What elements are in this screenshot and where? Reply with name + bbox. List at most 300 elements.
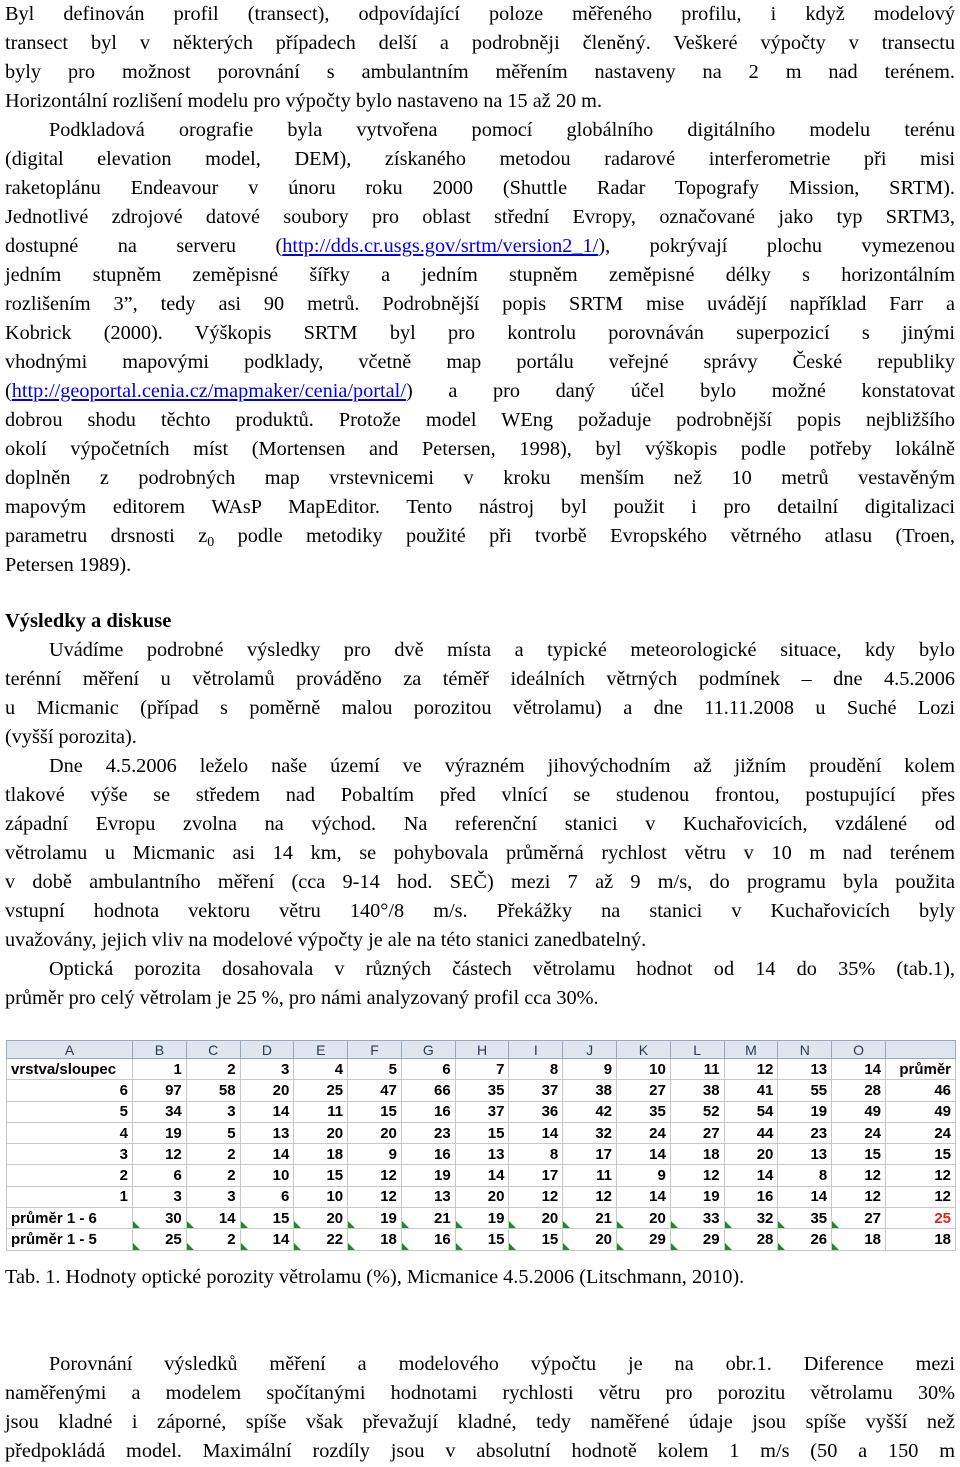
cell-value: 8 [818, 1167, 828, 1185]
table-cell[interactable] [509, 1229, 563, 1250]
formula-warning-marker [294, 1243, 301, 1250]
text-line-with-link [5, 377, 955, 406]
text-line: Dne 4.5.2006 leželo naše území ve výrazném jihovýchodním až jižním proudění kolem [49, 755, 955, 777]
table-cell[interactable] [778, 1186, 832, 1207]
header-column-number[interactable]: 10 [617, 1059, 671, 1080]
text-line: (vyšší porozita). [5, 726, 137, 748]
table-cell[interactable] [670, 1101, 724, 1122]
table-cell[interactable] [455, 1122, 509, 1143]
table-cell[interactable] [617, 1144, 671, 1165]
cell-value: 6 [173, 1167, 182, 1185]
cell-value: 29 [702, 1231, 720, 1249]
table-cell[interactable] [133, 1186, 187, 1207]
cell-value: 3 [227, 1188, 236, 1206]
table-cell[interactable] [133, 1080, 187, 1101]
formula-warning-marker [402, 1243, 409, 1250]
table-cell[interactable] [563, 1122, 617, 1143]
cell-value: 16 [434, 1103, 451, 1121]
column-letter-B[interactable]: B [133, 1041, 187, 1059]
cell-value: 20 [272, 1081, 290, 1099]
formula-warning-marker [294, 1221, 301, 1228]
cell-value: 20 [326, 1124, 344, 1142]
formula-warning-marker [348, 1243, 355, 1250]
table-cell[interactable] [240, 1144, 294, 1165]
cell-value: 20 [756, 1145, 774, 1163]
cell-value: 10 [326, 1188, 344, 1206]
table-cell[interactable] [778, 1208, 832, 1229]
cell-value: 13 [434, 1188, 451, 1206]
text-line: Porovnání výsledků měření a modelového výpočtu je na obr.1. Diference mezi [49, 1353, 955, 1375]
text-line: (digital elevation model, DEM), získaného metodou radarové interferometrie při misi [5, 148, 955, 170]
text-line: průměr pro celý větrolam je 25 %, pro námi analyzovaný profil cca 30%. [5, 987, 599, 1009]
column-letter-D[interactable]: D [240, 1041, 294, 1059]
text-line: byly pro možnost porovnání s ambulantním měřením nastaveny na 2 m nad terénem. [5, 61, 955, 83]
table-cell[interactable] [617, 1101, 671, 1122]
cell-value: 15 [380, 1103, 397, 1121]
formula-warning-marker [133, 1221, 140, 1228]
table-cell[interactable] [455, 1080, 509, 1101]
formula-warning-marker [241, 1221, 248, 1228]
header-column-number[interactable]: 5 [348, 1059, 402, 1080]
cell-value: 15 [541, 1231, 559, 1249]
cell-value: 20 [541, 1209, 559, 1227]
formula-warning-marker [348, 1221, 355, 1228]
table-cell[interactable] [455, 1101, 509, 1122]
table-cell[interactable] [133, 1144, 187, 1165]
row-mean[interactable]: 24 [886, 1122, 956, 1143]
column-letter-L[interactable]: L [670, 1041, 724, 1059]
table-cell[interactable] [778, 1165, 832, 1186]
column-letter-G[interactable]: G [401, 1041, 455, 1059]
text-line: raketoplánu Endeavour v únoru roku 2000 (Shuttle Radar Topografy Mission, SRTM). [5, 177, 955, 199]
formula-warning-marker [671, 1221, 678, 1228]
table-cell[interactable] [294, 1208, 348, 1229]
table-cell[interactable] [186, 1186, 240, 1207]
cell-value: 27 [864, 1209, 881, 1227]
cell-value: 97 [165, 1081, 182, 1099]
table-cell[interactable] [563, 1080, 617, 1101]
column-letter-H[interactable]: H [455, 1041, 509, 1059]
table-cell[interactable] [724, 1186, 778, 1207]
row-label[interactable]: 3 [7, 1144, 133, 1165]
header-column-number[interactable]: 6 [401, 1059, 455, 1080]
cell-value: 18 [702, 1145, 720, 1163]
table-cell[interactable] [133, 1208, 187, 1229]
text-line: Kobrick (2000). Výškopis SRTM byl pro kontrolu porovnáván superpozicí s jinými [5, 322, 955, 344]
header-mean[interactable]: průměr [886, 1059, 956, 1080]
table-cell[interactable] [509, 1101, 563, 1122]
text-line: Podkladová orografie byla vytvořena pomocí globálního digitálního modelu terénu [49, 119, 955, 141]
cell-value: 38 [595, 1081, 613, 1099]
table-cell[interactable] [348, 1229, 402, 1250]
cell-value: 12 [165, 1145, 182, 1163]
srtm-server-link[interactable]: http://dds.cr.usgs.gov/srtm/version2_1/ [282, 235, 599, 257]
cell-value: 9 [388, 1145, 397, 1163]
table-cell[interactable] [724, 1165, 778, 1186]
text-line: předpokládá model. Maximální rozdíly jsou v absolutní hodnotě kolem 1 m/s (50 a 150 m [5, 1440, 955, 1462]
table-cell[interactable] [832, 1144, 886, 1165]
formula-warning-marker [617, 1243, 624, 1250]
text-segment: parametru drsnosti z [5, 525, 208, 547]
table-cell[interactable] [455, 1208, 509, 1229]
cell-value: 13 [810, 1145, 828, 1163]
header-column-number[interactable]: 8 [509, 1059, 563, 1080]
table-cell[interactable] [294, 1229, 348, 1250]
text-line: rozlišením 3”, tedy asi 90 metrů. Podrobnější popis SRTM mise uvádějí například Farr a [5, 293, 955, 315]
cell-value: 19 [702, 1188, 720, 1206]
header-column-number[interactable]: 11 [670, 1059, 724, 1080]
cell-value: 2 [227, 1145, 236, 1163]
table-cell[interactable] [348, 1101, 402, 1122]
cell-value: 12 [864, 1167, 881, 1185]
cell-value: 19 [487, 1209, 505, 1227]
row-mean[interactable]: 15 [886, 1144, 956, 1165]
table-cell[interactable] [670, 1229, 724, 1250]
table-cell[interactable] [778, 1229, 832, 1250]
table-cell[interactable] [563, 1165, 617, 1186]
table-header-row [7, 1059, 956, 1080]
header-column-number[interactable]: 1 [133, 1059, 187, 1080]
table-cell[interactable] [186, 1080, 240, 1101]
table-cell[interactable] [294, 1122, 348, 1143]
text-line: terénní měření u větrolamů prováděno za téměř ideálních větrných podmínek – dne 4.5.2006 [5, 668, 955, 690]
cell-value: 14 [218, 1209, 236, 1227]
header-column-number[interactable]: 9 [563, 1059, 617, 1080]
text-line: naměřenými a modelem spočítanými hodnotami rychlosti větru pro porozitu větrolamu 30% [5, 1382, 955, 1404]
table-cell[interactable] [401, 1208, 455, 1229]
cell-value: 26 [810, 1231, 828, 1249]
cell-value: 37 [541, 1081, 559, 1099]
table-cell[interactable] [724, 1144, 778, 1165]
table-cell[interactable] [133, 1122, 187, 1143]
cell-value: 23 [434, 1124, 451, 1142]
table-row [7, 1165, 956, 1186]
cell-value: 12 [702, 1167, 720, 1185]
table-row [7, 1080, 956, 1101]
cell-value: 18 [864, 1231, 881, 1249]
table-cell[interactable] [778, 1122, 832, 1143]
table-cell[interactable] [563, 1208, 617, 1229]
table-cell[interactable] [724, 1122, 778, 1143]
cell-value: 14 [541, 1124, 559, 1142]
row-mean[interactable]: 12 [886, 1186, 956, 1207]
text-line: uvažovány, jejich vliv na modelové výpočty je ale na této stanici zanedbatelný. [5, 929, 647, 951]
text-line: západní Evropu zvolna na východ. Na referenční stanici v Kuchařovicích, vzdálené od [5, 813, 955, 835]
table-cell[interactable] [670, 1186, 724, 1207]
table-cell[interactable] [240, 1122, 294, 1143]
table-cell[interactable] [617, 1208, 671, 1229]
table-cell[interactable] [240, 1101, 294, 1122]
table-cell[interactable] [401, 1080, 455, 1101]
cell-value: 14 [272, 1145, 290, 1163]
table-cell[interactable] [186, 1229, 240, 1250]
cell-value: 16 [434, 1231, 451, 1249]
table-cell[interactable] [724, 1229, 778, 1250]
cell-value: 2 [227, 1231, 236, 1249]
text-line: jsou kladné i záporné, spíše však převažují kladné, tedy naměřené údaje jsou spíše vyšší než [5, 1411, 955, 1433]
table-cell[interactable] [563, 1229, 617, 1250]
table-cell[interactable] [401, 1144, 455, 1165]
table-cell[interactable] [348, 1208, 402, 1229]
row-mean[interactable]: 12 [886, 1165, 956, 1186]
table-cell[interactable] [617, 1186, 671, 1207]
header-column-number[interactable]: 3 [240, 1059, 294, 1080]
row-label[interactable]: 5 [7, 1101, 133, 1122]
table-cell[interactable] [455, 1229, 509, 1250]
cell-value: 55 [810, 1081, 828, 1099]
cell-value: 30 [165, 1209, 182, 1227]
table-cell[interactable] [509, 1186, 563, 1207]
formula-warning-marker [402, 1221, 409, 1228]
text-line: tlakové výše se středem nad Pobaltím před vlnící se studenou frontou, postupující přes [5, 784, 955, 806]
column-letter-N[interactable]: N [778, 1041, 832, 1059]
table-row [7, 1122, 956, 1143]
row-label[interactable]: průměr 1 - 6 [7, 1208, 133, 1229]
table-cell[interactable] [617, 1165, 671, 1186]
cell-value: 13 [487, 1145, 505, 1163]
porosity-table [6, 1040, 956, 1251]
column-letter-K[interactable]: K [617, 1041, 671, 1059]
table-cell[interactable] [832, 1080, 886, 1101]
row-mean[interactable]: 49 [886, 1101, 956, 1122]
cell-value: 52 [702, 1103, 720, 1121]
table-cell[interactable] [240, 1186, 294, 1207]
formula-warning-marker [671, 1243, 678, 1250]
table-cell[interactable] [778, 1101, 832, 1122]
table-cell[interactable] [617, 1122, 671, 1143]
table-cell[interactable] [240, 1165, 294, 1186]
table-cell[interactable] [294, 1165, 348, 1186]
table-caption: Tab. 1. Hodnoty optické porozity větrolamu (%), Micmanice 4.5.2006 (Litschmann, 2010). [5, 1266, 745, 1288]
table-row [7, 1101, 956, 1122]
column-letter-I[interactable]: I [509, 1041, 563, 1059]
table-cell[interactable] [509, 1165, 563, 1186]
geoportal-link[interactable]: http://geoportal.cenia.cz/mapmaker/cenia/portal/ [11, 380, 406, 402]
table-cell[interactable] [563, 1101, 617, 1122]
text-segment: ), pokrývají plochu vymezenou [598, 235, 956, 257]
cell-value: 17 [541, 1167, 559, 1185]
column-letter-M[interactable]: M [724, 1041, 778, 1059]
table-cell[interactable] [670, 1208, 724, 1229]
table-cell[interactable] [186, 1122, 240, 1143]
table-cell[interactable] [186, 1165, 240, 1186]
row-mean[interactable]: 46 [886, 1080, 956, 1101]
row-label[interactable]: 4 [7, 1122, 133, 1143]
cell-value: 11 [327, 1103, 344, 1121]
cell-value: 13 [272, 1124, 290, 1142]
column-letter-F[interactable]: F [348, 1041, 402, 1059]
table-cell[interactable] [832, 1165, 886, 1186]
cell-value: 28 [756, 1231, 774, 1249]
row-label[interactable]: průměr 1 - 5 [7, 1229, 133, 1250]
text-line: v době ambulantního měření (cca 9-14 hod. SEČ) mezi 7 až 9 m/s, do programu byla použita [5, 871, 955, 893]
cell-value: 14 [756, 1167, 774, 1185]
cell-value: 24 [864, 1124, 881, 1142]
cell-value: 14 [272, 1103, 290, 1121]
table-cell[interactable] [133, 1101, 187, 1122]
cell-value: 33 [702, 1209, 720, 1227]
table-cell[interactable] [509, 1144, 563, 1165]
cell-value: 15 [487, 1231, 505, 1249]
table-cell[interactable] [778, 1080, 832, 1101]
text-line: transect byl v některých případech delší a podrobněji členěný. Veškeré výpočty v transectu [5, 32, 955, 54]
row-label[interactable]: 1 [7, 1186, 133, 1207]
cell-value: 3 [173, 1188, 182, 1206]
cell-value: 20 [649, 1209, 666, 1227]
cell-value: 15 [272, 1209, 290, 1227]
cell-value: 23 [810, 1124, 828, 1142]
text-line: vstupní hodnota vektoru větru 140°/8 m/s. Překážky na stanici v Kuchařovicích byly [5, 900, 955, 922]
row-label[interactable]: 2 [7, 1165, 133, 1186]
cell-value: 6 [281, 1188, 290, 1206]
table-cell[interactable] [455, 1144, 509, 1165]
cell-value: 41 [756, 1081, 774, 1099]
cell-value: 9 [657, 1167, 666, 1185]
table-cell[interactable] [455, 1165, 509, 1186]
row-label[interactable]: 6 [7, 1080, 133, 1101]
cell-value: 15 [864, 1145, 881, 1163]
cell-value: 12 [541, 1188, 559, 1206]
table-cell[interactable] [133, 1165, 187, 1186]
text-line: doplněn z podrobných map vrstevnicemi v kroku menším než 10 metrů vestavěným [5, 467, 955, 489]
cell-value: 15 [487, 1124, 505, 1142]
table-cell[interactable] [240, 1229, 294, 1250]
table-row [7, 1144, 956, 1165]
table-cell[interactable] [348, 1122, 402, 1143]
header-label[interactable]: vrstva/sloupec [7, 1059, 133, 1080]
table-cell[interactable] [133, 1229, 187, 1250]
cell-value: 20 [326, 1209, 344, 1227]
cell-value: 12 [864, 1188, 881, 1206]
formula-warning-marker [725, 1221, 732, 1228]
formula-warning-marker [832, 1221, 839, 1228]
table-cell[interactable] [509, 1208, 563, 1229]
table-cell[interactable] [724, 1208, 778, 1229]
table-cell[interactable] [348, 1144, 402, 1165]
column-letter-E[interactable]: E [294, 1041, 348, 1059]
table-cell[interactable] [670, 1144, 724, 1165]
table-cell[interactable] [348, 1186, 402, 1207]
table-cell[interactable] [294, 1186, 348, 1207]
section-heading: Výsledky a diskuse [5, 610, 172, 632]
cell-value: 3 [227, 1103, 236, 1121]
table-cell[interactable] [778, 1144, 832, 1165]
cell-value: 32 [595, 1124, 613, 1142]
table-cell[interactable] [617, 1229, 671, 1250]
cell-value: 44 [756, 1124, 774, 1142]
table-cell[interactable] [401, 1122, 455, 1143]
cell-value: 20 [487, 1188, 505, 1206]
text-segment: podle metodiky použité při tvorbě Evropského větrného atlasu (Troen, [214, 525, 956, 547]
cell-value: 12 [595, 1188, 613, 1206]
cell-value: 32 [756, 1209, 774, 1227]
table-cell[interactable] [186, 1208, 240, 1229]
header-column-number[interactable]: 2 [186, 1059, 240, 1080]
text-line: Byl definován profil (transect), odpovídající poloze měřeného profilu, i když modelový [5, 3, 955, 25]
table-cell[interactable] [832, 1229, 886, 1250]
text-line: u Micmanic (případ s poměrně malou porozitou větrolamu) a dne 11.11.2008 u Suché Lozi [5, 697, 955, 719]
cell-value: 27 [649, 1081, 666, 1099]
formula-warning-marker [456, 1243, 463, 1250]
table-cell[interactable] [670, 1080, 724, 1101]
table-cell[interactable] [832, 1101, 886, 1122]
formula-warning-marker [241, 1243, 248, 1250]
header-column-number[interactable]: 14 [832, 1059, 886, 1080]
header-column-number[interactable]: 12 [724, 1059, 778, 1080]
table-cell[interactable] [509, 1080, 563, 1101]
text-line: okolí výpočetních míst (Mortensen and Petersen, 1998), byl výškopis podle potřeby lokálně [5, 438, 955, 460]
column-letter-A[interactable]: A [7, 1041, 133, 1059]
text-line: větrolamu u Micmanic asi 14 km, se pohybovala průměrná rychlost větru v 10 m nad terénem [5, 842, 955, 864]
cell-value: 38 [702, 1081, 720, 1099]
table-cell[interactable] [294, 1101, 348, 1122]
table-cell[interactable] [240, 1080, 294, 1101]
porosity-spreadsheet [6, 1040, 956, 1262]
table-cell[interactable] [455, 1186, 509, 1207]
table-row [7, 1186, 956, 1207]
formula-warning-marker [187, 1243, 194, 1250]
cell-value: 12 [380, 1188, 397, 1206]
table-cell[interactable] [724, 1101, 778, 1122]
table-cell[interactable] [509, 1122, 563, 1143]
cell-value: 58 [218, 1081, 236, 1099]
table-cell[interactable] [348, 1165, 402, 1186]
cell-value: 35 [649, 1103, 666, 1121]
cell-value: 19 [380, 1209, 397, 1227]
table-cell[interactable] [401, 1186, 455, 1207]
header-column-number[interactable]: 4 [294, 1059, 348, 1080]
text-line: mapovým editorem WAsP MapEditor. Tento nástroj byl použit i pro detailní digitalizaci [5, 496, 955, 518]
table-cell[interactable] [348, 1080, 402, 1101]
table-cell[interactable] [401, 1101, 455, 1122]
table-cell[interactable] [294, 1144, 348, 1165]
cell-value: 54 [756, 1103, 774, 1121]
table-cell[interactable] [724, 1080, 778, 1101]
formula-warning-marker [778, 1221, 785, 1228]
header-column-number[interactable]: 7 [455, 1059, 509, 1080]
table-cell[interactable] [401, 1229, 455, 1250]
table-cell[interactable] [617, 1080, 671, 1101]
table-cell[interactable] [670, 1122, 724, 1143]
table-cell[interactable] [563, 1144, 617, 1165]
header-column-number[interactable]: 13 [778, 1059, 832, 1080]
table-cell[interactable] [240, 1208, 294, 1229]
column-letter-J[interactable]: J [563, 1041, 617, 1059]
formula-warning-marker [133, 1243, 140, 1250]
text-line: Jednotlivé zdrojové datové soubory pro oblast střední Evropy, označované jako typ SRTM3, [5, 206, 955, 228]
row-mean[interactable]: 25 [886, 1208, 956, 1229]
text-line-with-subscript [5, 522, 955, 551]
table-cell[interactable] [186, 1101, 240, 1122]
column-letters-row [7, 1041, 956, 1059]
column-letter-C[interactable]: C [186, 1041, 240, 1059]
table-cell[interactable] [294, 1080, 348, 1101]
table-cell[interactable] [186, 1144, 240, 1165]
cell-value: 37 [487, 1103, 505, 1121]
table-cell[interactable] [832, 1122, 886, 1143]
column-letter-O[interactable]: O [832, 1041, 886, 1059]
table-cell[interactable] [401, 1165, 455, 1186]
table-cell[interactable] [832, 1186, 886, 1207]
text-line: Horizontální rozlišení modelu pro výpočty bylo nastaveno na 15 až 20 m. [5, 90, 603, 112]
row-mean[interactable]: 18 [886, 1229, 956, 1250]
cell-value: 21 [434, 1209, 451, 1227]
table-cell[interactable] [563, 1186, 617, 1207]
cell-value: 19 [434, 1167, 451, 1185]
formula-warning-marker [617, 1221, 624, 1228]
table-cell[interactable] [832, 1208, 886, 1229]
table-cell[interactable] [670, 1165, 724, 1186]
